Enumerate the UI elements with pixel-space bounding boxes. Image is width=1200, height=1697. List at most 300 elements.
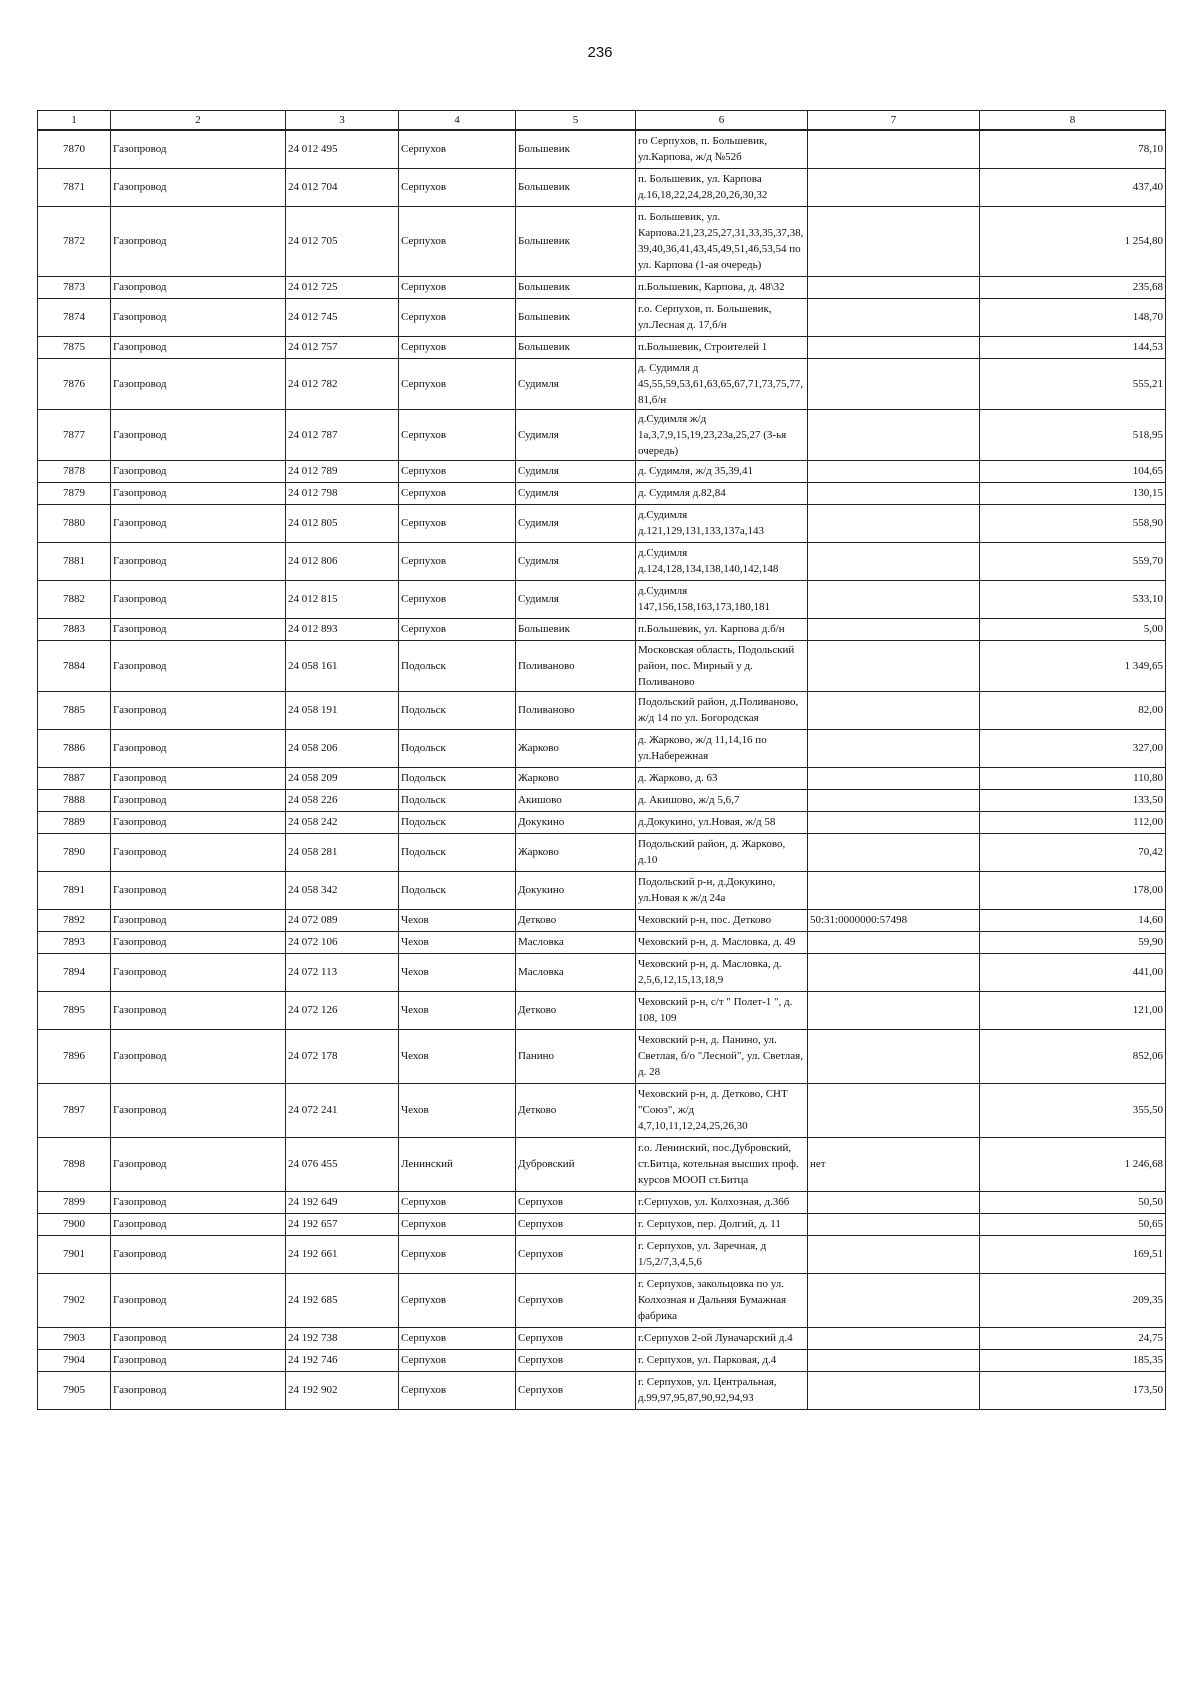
value-cell: 185,35 [980, 1349, 1166, 1371]
address-cell: г.Серпухов 2-ой Луначарский д.4 [636, 1327, 808, 1349]
table-row [38, 409, 1166, 460]
cadastral-number-cell: нет [808, 1137, 980, 1191]
district-cell: Подольск [399, 871, 516, 909]
locality-cell: Большевик [516, 276, 636, 298]
address-cell: г.о. Ленинский, пос.Дубровский, ст.Битца, котельная высших проф. курсов МООП ст.Битца [636, 1137, 808, 1191]
inventory-number-cell: 24 072 106 [286, 931, 399, 953]
object-name-cell: Газопровод [111, 1349, 286, 1371]
table-row [38, 640, 1166, 691]
value-cell: 559,70 [980, 542, 1166, 580]
district-cell: Серпухов [399, 1273, 516, 1327]
locality-cell: Большевик [516, 336, 636, 358]
address-cell: д.Судимля д.124,128,134,138,140,142,148 [636, 542, 808, 580]
value-cell: 441,00 [980, 953, 1166, 991]
row-number-cell: 7893 [38, 931, 111, 953]
table-row [38, 1029, 1166, 1083]
district-cell: Серпухов [399, 336, 516, 358]
inventory-number-cell: 24 012 782 [286, 358, 399, 409]
object-name-cell: Газопровод [111, 130, 286, 168]
locality-cell: Серпухов [516, 1273, 636, 1327]
district-cell: Серпухов [399, 130, 516, 168]
cadastral-number-cell [808, 168, 980, 206]
value-cell: 327,00 [980, 729, 1166, 767]
district-cell: Серпухов [399, 482, 516, 504]
object-name-cell: Газопровод [111, 871, 286, 909]
value-cell: 59,90 [980, 931, 1166, 953]
object-name-cell: Газопровод [111, 767, 286, 789]
table-row [38, 276, 1166, 298]
table-row [38, 460, 1166, 482]
address-cell: г. Серпухов, ул. Парковая, д.4 [636, 1349, 808, 1371]
row-number-cell: 7886 [38, 729, 111, 767]
locality-cell: Судимля [516, 358, 636, 409]
locality-cell: Судимля [516, 460, 636, 482]
locality-cell: Судимля [516, 542, 636, 580]
row-number-cell: 7880 [38, 504, 111, 542]
row-number-cell: 7881 [38, 542, 111, 580]
table-row [38, 991, 1166, 1029]
cadastral-number-cell [808, 1327, 980, 1349]
value-cell: 50,65 [980, 1213, 1166, 1235]
value-cell: 50,50 [980, 1191, 1166, 1213]
district-cell: Серпухов [399, 168, 516, 206]
cadastral-number-cell [808, 618, 980, 640]
row-number-cell: 7892 [38, 909, 111, 931]
address-cell: г.Серпухов, ул. Колхозная, д.36б [636, 1191, 808, 1213]
header-cell: 8 [980, 111, 1166, 131]
table-row [38, 504, 1166, 542]
object-name-cell: Газопровод [111, 691, 286, 729]
object-name-cell: Газопровод [111, 931, 286, 953]
cadastral-number-cell [808, 504, 980, 542]
object-name-cell: Газопровод [111, 909, 286, 931]
locality-cell: Большевик [516, 168, 636, 206]
row-number-cell: 7876 [38, 358, 111, 409]
table-row [38, 909, 1166, 931]
cadastral-number-cell [808, 931, 980, 953]
inventory-number-cell: 24 012 787 [286, 409, 399, 460]
inventory-number-cell: 24 012 757 [286, 336, 399, 358]
district-cell: Подольск [399, 640, 516, 691]
address-cell: г. Серпухов, закольцовка по ул. Колхозная и Дальняя Бумажная фабрика [636, 1273, 808, 1327]
object-name-cell: Газопровод [111, 168, 286, 206]
table-row [38, 691, 1166, 729]
row-number-cell: 7898 [38, 1137, 111, 1191]
address-cell: Подольский р-н, д.Докукино, ул.Новая к ж/д 24а [636, 871, 808, 909]
value-cell: 14,60 [980, 909, 1166, 931]
table-row [38, 1349, 1166, 1371]
table-row [38, 298, 1166, 336]
inventory-number-cell: 24 012 805 [286, 504, 399, 542]
cadastral-number-cell [808, 1349, 980, 1371]
value-cell: 24,75 [980, 1327, 1166, 1349]
locality-cell: Серпухов [516, 1191, 636, 1213]
cadastral-number-cell [808, 130, 980, 168]
table-row [38, 931, 1166, 953]
row-number-cell: 7891 [38, 871, 111, 909]
inventory-number-cell: 24 076 455 [286, 1137, 399, 1191]
locality-cell: Детково [516, 991, 636, 1029]
locality-cell: Серпухов [516, 1349, 636, 1371]
value-cell: 852,06 [980, 1029, 1166, 1083]
row-number-cell: 7887 [38, 767, 111, 789]
district-cell: Серпухов [399, 504, 516, 542]
locality-cell: Поливаново [516, 640, 636, 691]
locality-cell: Масловка [516, 931, 636, 953]
district-cell: Подольск [399, 691, 516, 729]
row-number-cell: 7900 [38, 1213, 111, 1235]
object-name-cell: Газопровод [111, 206, 286, 276]
address-cell: Московская область, Подольский район, пос. Мирный у д. Поливаново [636, 640, 808, 691]
value-cell: 112,00 [980, 811, 1166, 833]
cadastral-number-cell [808, 691, 980, 729]
cadastral-number-cell [808, 1213, 980, 1235]
inventory-number-cell: 24 072 178 [286, 1029, 399, 1083]
address-cell: г. Серпухов, ул. Центральная, д.99,97,95,87,90,92,94,93 [636, 1371, 808, 1409]
inventory-number-cell: 24 058 161 [286, 640, 399, 691]
object-name-cell: Газопровод [111, 504, 286, 542]
district-cell: Подольск [399, 767, 516, 789]
table-row [38, 1137, 1166, 1191]
locality-cell: Дубровский [516, 1137, 636, 1191]
value-cell: 104,65 [980, 460, 1166, 482]
table-row [38, 811, 1166, 833]
object-name-cell: Газопровод [111, 991, 286, 1029]
object-name-cell: Газопровод [111, 811, 286, 833]
cadastral-number-cell [808, 640, 980, 691]
object-name-cell: Газопровод [111, 580, 286, 618]
cadastral-number-cell [808, 1083, 980, 1137]
row-number-cell: 7875 [38, 336, 111, 358]
cadastral-number-cell [808, 1273, 980, 1327]
value-cell: 518,95 [980, 409, 1166, 460]
address-cell: Чеховский р-н, д. Панино, ул. Светлая, б/о "Лесной", ул. Светлая, д. 28 [636, 1029, 808, 1083]
locality-cell: Судимля [516, 482, 636, 504]
row-number-cell: 7904 [38, 1349, 111, 1371]
cadastral-number-cell [808, 767, 980, 789]
value-cell: 144,53 [980, 336, 1166, 358]
row-number-cell: 7884 [38, 640, 111, 691]
object-name-cell: Газопровод [111, 276, 286, 298]
district-cell: Серпухов [399, 1213, 516, 1235]
row-number-cell: 7874 [38, 298, 111, 336]
table-row [38, 618, 1166, 640]
district-cell: Серпухов [399, 358, 516, 409]
address-cell: д. Судимля, ж/д 35,39,41 [636, 460, 808, 482]
header-cell: 4 [399, 111, 516, 131]
header-cell: 1 [38, 111, 111, 131]
value-cell: 178,00 [980, 871, 1166, 909]
address-cell: п. Большевик, ул. Карпова д.16,18,22,24,28,20,26,30,32 [636, 168, 808, 206]
address-cell: г.о. Серпухов, п. Большевик, ул.Лесная д. 17,б/н [636, 298, 808, 336]
locality-cell: Большевик [516, 618, 636, 640]
inventory-number-cell: 24 012 798 [286, 482, 399, 504]
locality-cell: Панино [516, 1029, 636, 1083]
value-cell: 1 349,65 [980, 640, 1166, 691]
row-number-cell: 7879 [38, 482, 111, 504]
object-name-cell: Газопровод [111, 460, 286, 482]
row-number-cell: 7877 [38, 409, 111, 460]
object-name-cell: Газопровод [111, 789, 286, 811]
cadastral-number-cell: 50:31:0000000:57498 [808, 909, 980, 931]
district-cell: Чехов [399, 909, 516, 931]
cadastral-number-cell [808, 789, 980, 811]
cadastral-number-cell [808, 580, 980, 618]
table-row [38, 542, 1166, 580]
row-number-cell: 7902 [38, 1273, 111, 1327]
address-cell: д.Судимля ж/д 1а,3,7,9,15,19,23,23а,25,27 (3-ья очередь) [636, 409, 808, 460]
cadastral-number-cell [808, 953, 980, 991]
table-row [38, 1273, 1166, 1327]
row-number-cell: 7870 [38, 130, 111, 168]
district-cell: Серпухов [399, 206, 516, 276]
address-cell: д. Судимля д.82,84 [636, 482, 808, 504]
inventory-number-cell: 24 192 902 [286, 1371, 399, 1409]
address-cell: Чеховский р-н, д. Масловка, д. 49 [636, 931, 808, 953]
inventory-number-cell: 24 072 089 [286, 909, 399, 931]
table-row [38, 206, 1166, 276]
locality-cell: Серпухов [516, 1371, 636, 1409]
object-name-cell: Газопровод [111, 1327, 286, 1349]
locality-cell: Детково [516, 1083, 636, 1137]
inventory-number-cell: 24 192 738 [286, 1327, 399, 1349]
district-cell: Чехов [399, 953, 516, 991]
table-row [38, 767, 1166, 789]
district-cell: Серпухов [399, 460, 516, 482]
cadastral-number-cell [808, 336, 980, 358]
address-cell: д.Судимля 147,156,158,163,173,180,181 [636, 580, 808, 618]
header-cell: 6 [636, 111, 808, 131]
inventory-number-cell: 24 192 649 [286, 1191, 399, 1213]
object-name-cell: Газопровод [111, 729, 286, 767]
locality-cell: Большевик [516, 206, 636, 276]
header-cell: 2 [111, 111, 286, 131]
locality-cell: Жарково [516, 833, 636, 871]
inventory-number-cell: 24 012 806 [286, 542, 399, 580]
object-name-cell: Газопровод [111, 1137, 286, 1191]
header-row [38, 111, 1166, 131]
district-cell: Серпухов [399, 409, 516, 460]
row-number-cell: 7872 [38, 206, 111, 276]
cadastral-number-cell [808, 991, 980, 1029]
table-row [38, 336, 1166, 358]
table-row [38, 953, 1166, 991]
address-cell: Чеховский р-н, д. Детково, СНТ "Союз", ж/д 4,7,10,11,12,24,25,26,30 [636, 1083, 808, 1137]
value-cell: 70,42 [980, 833, 1166, 871]
inventory-number-cell: 24 058 342 [286, 871, 399, 909]
object-name-cell: Газопровод [111, 298, 286, 336]
district-cell: Чехов [399, 1029, 516, 1083]
header-cell: 3 [286, 111, 399, 131]
inventory-number-cell: 24 012 789 [286, 460, 399, 482]
table-row [38, 871, 1166, 909]
value-cell: 558,90 [980, 504, 1166, 542]
object-name-cell: Газопровод [111, 953, 286, 991]
row-number-cell: 7903 [38, 1327, 111, 1349]
locality-cell: Серпухов [516, 1213, 636, 1235]
address-cell: г. Серпухов, ул. Заречная, д 1/5,2/7,3,4,5,6 [636, 1235, 808, 1273]
table-row [38, 168, 1166, 206]
district-cell: Подольск [399, 833, 516, 871]
cadastral-number-cell [808, 1191, 980, 1213]
address-cell: п.Большевик, Строителей 1 [636, 336, 808, 358]
object-name-cell: Газопровод [111, 1191, 286, 1213]
row-number-cell: 7894 [38, 953, 111, 991]
inventory-number-cell: 24 058 209 [286, 767, 399, 789]
table-body [38, 130, 1166, 1409]
address-cell: п. Большевик, ул. Карпова.21,23,25,27,31,33,35,37,38,39,40,36,41,43,45,49,51,46,53,54 по ул. Карпова (1-ая очередь) [636, 206, 808, 276]
inventory-number-cell: 24 072 241 [286, 1083, 399, 1137]
cadastral-number-cell [808, 833, 980, 871]
table-row [38, 130, 1166, 168]
address-cell: п.Большевик, ул. Карпова д.б/н [636, 618, 808, 640]
address-cell: д. Жарково, д. 63 [636, 767, 808, 789]
cadastral-number-cell [808, 811, 980, 833]
row-number-cell: 7899 [38, 1191, 111, 1213]
inventory-number-cell: 24 192 657 [286, 1213, 399, 1235]
inventory-number-cell: 24 058 226 [286, 789, 399, 811]
address-cell: го Серпухов, п. Большевик, ул.Карпова, ж/д №52б [636, 130, 808, 168]
value-cell: 235,68 [980, 276, 1166, 298]
district-cell: Серпухов [399, 542, 516, 580]
registry-table [37, 110, 1166, 1410]
cadastral-number-cell [808, 460, 980, 482]
cadastral-number-cell [808, 409, 980, 460]
inventory-number-cell: 24 058 191 [286, 691, 399, 729]
locality-cell: Акишово [516, 789, 636, 811]
address-cell: г. Серпухов, пер. Долгий, д. 11 [636, 1213, 808, 1235]
district-cell: Подольск [399, 789, 516, 811]
value-cell: 5,00 [980, 618, 1166, 640]
table-row [38, 729, 1166, 767]
table-row [38, 833, 1166, 871]
address-cell: Подольский район, д.Поливаново, ж/д 14 по ул. Богородская [636, 691, 808, 729]
value-cell: 1 246,68 [980, 1137, 1166, 1191]
address-cell: д. Судимля д 45,55,59,53,61,63,65,67,71,73,75,77,81,б/н [636, 358, 808, 409]
inventory-number-cell: 24 012 745 [286, 298, 399, 336]
row-number-cell: 7873 [38, 276, 111, 298]
table-row [38, 1083, 1166, 1137]
object-name-cell: Газопровод [111, 1213, 286, 1235]
object-name-cell: Газопровод [111, 1029, 286, 1083]
row-number-cell: 7895 [38, 991, 111, 1029]
value-cell: 148,70 [980, 298, 1166, 336]
locality-cell: Большевик [516, 130, 636, 168]
header-cell: 5 [516, 111, 636, 131]
cadastral-number-cell [808, 358, 980, 409]
table-row [38, 580, 1166, 618]
row-number-cell: 7885 [38, 691, 111, 729]
value-cell: 110,80 [980, 767, 1166, 789]
district-cell: Подольск [399, 811, 516, 833]
inventory-number-cell: 24 012 893 [286, 618, 399, 640]
district-cell: Серпухов [399, 1327, 516, 1349]
locality-cell: Судимля [516, 580, 636, 618]
object-name-cell: Газопровод [111, 409, 286, 460]
inventory-number-cell: 24 058 242 [286, 811, 399, 833]
district-cell: Чехов [399, 991, 516, 1029]
object-name-cell: Газопровод [111, 1273, 286, 1327]
value-cell: 133,50 [980, 789, 1166, 811]
inventory-number-cell: 24 012 705 [286, 206, 399, 276]
inventory-number-cell: 24 192 685 [286, 1273, 399, 1327]
locality-cell: Детково [516, 909, 636, 931]
value-cell: 130,15 [980, 482, 1166, 504]
value-cell: 121,00 [980, 991, 1166, 1029]
table-row [38, 1191, 1166, 1213]
locality-cell: Большевик [516, 298, 636, 336]
value-cell: 1 254,80 [980, 206, 1166, 276]
object-name-cell: Газопровод [111, 618, 286, 640]
district-cell: Ленинский [399, 1137, 516, 1191]
header-cell: 7 [808, 111, 980, 131]
value-cell: 78,10 [980, 130, 1166, 168]
address-cell: д.Судимля д.121,129,131,133,137а,143 [636, 504, 808, 542]
value-cell: 355,50 [980, 1083, 1166, 1137]
address-cell: Чеховский р-н, д. Масловка, д. 2,5,6,12,15,13,18,9 [636, 953, 808, 991]
value-cell: 82,00 [980, 691, 1166, 729]
district-cell: Серпухов [399, 1349, 516, 1371]
row-number-cell: 7896 [38, 1029, 111, 1083]
district-cell: Серпухов [399, 1191, 516, 1213]
row-number-cell: 7871 [38, 168, 111, 206]
address-cell: Чеховский р-н, пос. Детково [636, 909, 808, 931]
table-row [38, 358, 1166, 409]
district-cell: Серпухов [399, 1235, 516, 1273]
address-cell: д. Акишово, ж/д 5,6,7 [636, 789, 808, 811]
cadastral-number-cell [808, 276, 980, 298]
address-cell: д. Жарково, ж/д 11,14,16 по ул.Набережная [636, 729, 808, 767]
locality-cell: Судимля [516, 504, 636, 542]
table-row [38, 789, 1166, 811]
table-row [38, 1213, 1166, 1235]
district-cell: Подольск [399, 729, 516, 767]
cadastral-number-cell [808, 729, 980, 767]
value-cell: 173,50 [980, 1371, 1166, 1409]
inventory-number-cell: 24 012 725 [286, 276, 399, 298]
value-cell: 437,40 [980, 168, 1166, 206]
cadastral-number-cell [808, 871, 980, 909]
inventory-number-cell: 24 192 661 [286, 1235, 399, 1273]
object-name-cell: Газопровод [111, 640, 286, 691]
row-number-cell: 7882 [38, 580, 111, 618]
page-number: 236 [587, 44, 613, 61]
address-cell: Подольский район, д. Жарково, д.10 [636, 833, 808, 871]
inventory-number-cell: 24 012 704 [286, 168, 399, 206]
locality-cell: Поливаново [516, 691, 636, 729]
inventory-number-cell: 24 058 281 [286, 833, 399, 871]
district-cell: Серпухов [399, 276, 516, 298]
district-cell: Серпухов [399, 298, 516, 336]
object-name-cell: Газопровод [111, 336, 286, 358]
locality-cell: Докукино [516, 811, 636, 833]
inventory-number-cell: 24 072 126 [286, 991, 399, 1029]
table-row [38, 1235, 1166, 1273]
cadastral-number-cell [808, 1371, 980, 1409]
row-number-cell: 7890 [38, 833, 111, 871]
inventory-number-cell: 24 072 113 [286, 953, 399, 991]
district-cell: Серпухов [399, 580, 516, 618]
cadastral-number-cell [808, 1029, 980, 1083]
table-row [38, 1327, 1166, 1349]
object-name-cell: Газопровод [111, 482, 286, 504]
locality-cell: Серпухов [516, 1235, 636, 1273]
row-number-cell: 7888 [38, 789, 111, 811]
inventory-number-cell: 24 192 746 [286, 1349, 399, 1371]
object-name-cell: Газопровод [111, 833, 286, 871]
row-number-cell: 7883 [38, 618, 111, 640]
locality-cell: Судимля [516, 409, 636, 460]
